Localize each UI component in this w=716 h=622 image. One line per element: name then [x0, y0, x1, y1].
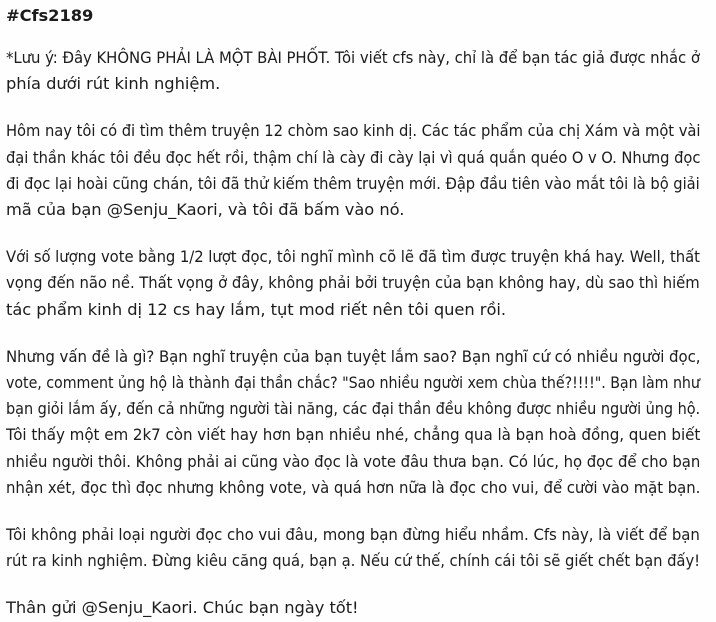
- post-paragraph-disappointment: [6, 244, 700, 323]
- text-line: Hôm nay tôi có đi tìm thêm truyện 12 chòm sao kinh dị. Các tác phẩm của chị Xám và một vài: [6, 121, 701, 141]
- text-line: bạn giỏi lắm ấy, đến cả những người tài năng, các đại thần đều không được nhiều người ủng hộ.: [6, 399, 701, 419]
- text-line: nhận xét, đọc thì đọc nhưng không vote, và quá hơn nữa là đọc cho vui, để cười vào mặt bạn.: [6, 477, 701, 497]
- post-paragraph-warning: [6, 522, 700, 574]
- text-line: Tôi thấy một em 2k7 còn viết hay hơn bạn nhiều nhé, chẳng qua là bạn hoà đồng, quen biết: [6, 425, 701, 445]
- text-line: Thân gửi @Senju_Kaori. Chúc bạn ngày tốt!: [6, 598, 359, 618]
- post-hashtag-title: #Cfs2189: [6, 6, 94, 25]
- text-line: đại thần khác tôi đều đọc hết rồi, thậm chí là cày đi cày lại vì quá quắn quéo O v O. Nhưng đọc: [6, 147, 701, 167]
- text-line: đi đọc lại hoài cũng chán, tôi đã thử kiếm thêm truyện mới. Đập đầu tiên vào mắt tôi là bộ giải: [6, 173, 700, 193]
- text-line: tác phẩm kinh dị 12 cs hay lắm, tụt mod riết nên tôi quen rồi.: [6, 299, 506, 319]
- text-line: Nhưng vấn đề là gì? Bạn nghĩ truyện của bạn tuyệt lắm sao? Bạn nghĩ cứ có nhiều người đọc,: [6, 346, 701, 366]
- post-paragraph-intro: [6, 118, 700, 223]
- text-line: mã của bạn @Senju_Kaori, và tôi đã bấm vào nó.: [6, 200, 405, 220]
- text-line: Tôi không phải loại người đọc cho vui đâu, mong bạn đừng hiểu nhầm. Cfs này, là viết để bạn: [6, 525, 700, 545]
- post-paragraph-signoff: [6, 595, 700, 621]
- text-line: Với số lượng vote bằng 1/2 lượt đọc, tôi nghĩ mình cõ lẽ đã tìm được truyện khá hay. Well, thất: [6, 247, 700, 267]
- text-line: vote, comment ủng hộ là thành đại thần chắc? "Sao nhiều người xem chùa thế?!!!!". Bạn làm như: [6, 373, 700, 393]
- post-paragraph-note: [6, 45, 700, 97]
- text-line: rút ra kinh nghiệm. Đừng kiêu căng quá, bạn ạ. Nếu cứ thế, chính cái tôi sẽ giết chết bạn đấy!: [6, 551, 701, 571]
- text-line: vọng đến não nề. Thất vọng ở đây, không phải bởi truyện của bạn không hay, dù sao thì hiếm: [6, 273, 700, 293]
- text-line: nhiều người thôi. Không phải ai cũng vào đọc là vote đâu thưa bạn. Có lúc, họ đọc để cho bạn: [6, 451, 701, 471]
- text-line: phía dưới rút kinh nghiệm.: [6, 74, 221, 94]
- post-paragraph-argument: [6, 344, 700, 501]
- text-line: *Lưu ý: Đây KHÔNG PHẢI LÀ MỘT BÀI PHỐT. Tôi viết cfs này, chỉ là để bạn tác giả được nhắc ở: [6, 48, 700, 67]
